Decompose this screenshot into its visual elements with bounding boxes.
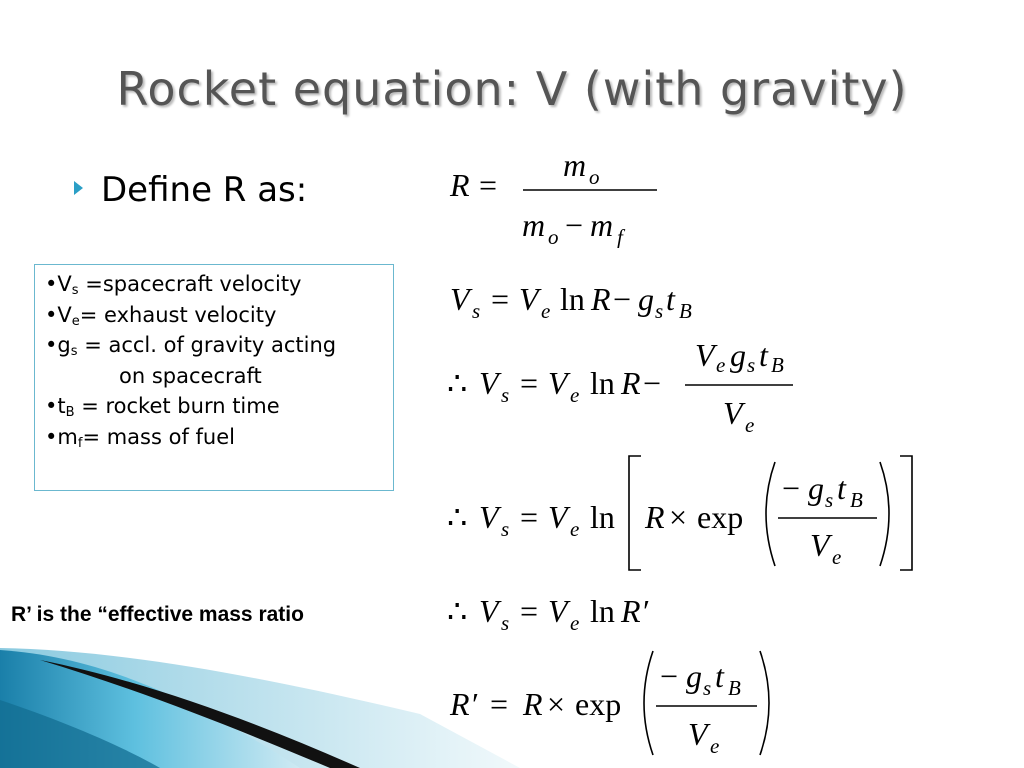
- svg-text:s: s: [655, 299, 664, 323]
- def-gs-cont: on spacecraft: [119, 363, 262, 388]
- svg-text:g: g: [730, 340, 746, 373]
- def-mf: $•m_f=$ mass of fuel: [45, 424, 235, 451]
- svg-text:V: V: [479, 365, 499, 401]
- svg-text:=: =: [520, 593, 539, 629]
- svg-text:R: R: [450, 167, 470, 203]
- svg-text:s: s: [825, 488, 834, 512]
- svg-text:V: V: [688, 716, 708, 752]
- svg-text:×: ×: [669, 499, 688, 535]
- eq-rprime-def: [445, 645, 805, 763]
- svg-text:=: =: [490, 686, 509, 722]
- svg-text:R: R: [523, 686, 543, 722]
- def-tb: $•t_B$ = rocket burn time: [45, 394, 280, 421]
- def-gs: $•g_s$ = accl. of gravity acting: [45, 333, 337, 360]
- svg-text:e: e: [570, 517, 580, 541]
- svg-text:V: V: [723, 395, 743, 431]
- svg-text:V: V: [548, 593, 568, 629]
- svg-text:e: e: [570, 383, 580, 407]
- svg-text:o: o: [548, 225, 559, 248]
- svg-text:s: s: [501, 383, 510, 407]
- svg-text:ln: ln: [590, 365, 615, 401]
- svg-text:e: e: [745, 413, 755, 437]
- svg-text:−: −: [643, 365, 662, 401]
- svg-text:∴: ∴: [447, 593, 468, 629]
- definitions-box: [34, 264, 394, 491]
- svg-text:t: t: [715, 658, 724, 694]
- svg-text:e: e: [710, 734, 720, 758]
- eq-vs-basic: [445, 278, 745, 328]
- define-bullet: [74, 170, 307, 210]
- define-label: Define R as:: [101, 170, 308, 210]
- svg-text:V: V: [479, 593, 499, 629]
- svg-text:g: g: [686, 658, 702, 694]
- svg-text:V: V: [479, 499, 499, 535]
- svg-text:R: R: [645, 499, 665, 535]
- svg-text:V: V: [450, 281, 470, 317]
- svg-text:t: t: [837, 470, 846, 506]
- svg-text:t: t: [666, 281, 675, 317]
- svg-text:V: V: [548, 499, 568, 535]
- svg-text:exp: exp: [697, 499, 744, 535]
- svg-text:e: e: [541, 299, 551, 323]
- svg-text:m: m: [590, 207, 614, 243]
- svg-text:R: R: [621, 365, 641, 401]
- svg-text:−: −: [613, 281, 632, 317]
- svg-text:m: m: [563, 148, 587, 183]
- svg-text:e: e: [716, 353, 726, 377]
- eq-vs-fraction: [445, 340, 805, 440]
- svg-text:B: B: [771, 353, 784, 377]
- eq-r-definition: [445, 148, 665, 248]
- svg-text:s: s: [472, 299, 481, 323]
- svg-text:s: s: [501, 517, 510, 541]
- svg-text:=: =: [491, 281, 510, 317]
- svg-text:V: V: [695, 340, 715, 373]
- svg-text:=: =: [520, 499, 539, 535]
- svg-text:t: t: [759, 340, 768, 373]
- svg-text:V: V: [810, 527, 830, 563]
- svg-text:m: m: [522, 207, 546, 243]
- eq-vs-exp: [445, 452, 925, 577]
- svg-text:∴: ∴: [447, 365, 468, 401]
- svg-text:×: ×: [547, 686, 566, 722]
- svg-text:−: −: [782, 470, 801, 506]
- svg-text:B: B: [728, 676, 741, 700]
- svg-text:s: s: [747, 353, 756, 377]
- svg-text:=: =: [520, 365, 539, 401]
- svg-text:R: R: [591, 281, 611, 317]
- svg-text:ln: ln: [590, 499, 615, 535]
- svg-text:′: ′: [472, 686, 479, 722]
- svg-text:e: e: [570, 611, 580, 635]
- svg-text:−: −: [565, 207, 584, 243]
- effective-mass-note: R’ is the “effective mass ratio: [11, 603, 304, 626]
- svg-text:s: s: [501, 611, 510, 635]
- svg-text:o: o: [589, 165, 600, 189]
- eq-vs-rprime: [445, 590, 705, 640]
- slide-title: Rocket equation: V (with gravity): [116, 62, 908, 116]
- svg-text:ln: ln: [560, 281, 585, 317]
- svg-text:B: B: [679, 299, 692, 323]
- def-vs: $•V_s$ =spacecraft velocity: [45, 272, 302, 298]
- svg-text:f: f: [617, 225, 623, 248]
- svg-text:=: =: [479, 167, 498, 203]
- svg-text:ln: ln: [590, 593, 615, 629]
- svg-text:R: R: [621, 593, 641, 629]
- triangle-bullet-icon: [74, 181, 83, 195]
- svg-text:exp: exp: [575, 686, 622, 722]
- svg-text:g: g: [808, 470, 824, 506]
- svg-text:e: e: [832, 545, 842, 569]
- svg-text:V: V: [519, 281, 539, 317]
- svg-text:′: ′: [643, 593, 650, 629]
- svg-text:∴: ∴: [447, 499, 468, 535]
- def-ve: $•V_e=$ exhaust velocity: [45, 302, 277, 329]
- svg-text:−: −: [660, 658, 679, 694]
- svg-text:V: V: [548, 365, 568, 401]
- svg-text:s: s: [703, 676, 712, 700]
- svg-text:R: R: [450, 686, 470, 722]
- svg-text:g: g: [638, 281, 654, 317]
- svg-text:B: B: [850, 488, 863, 512]
